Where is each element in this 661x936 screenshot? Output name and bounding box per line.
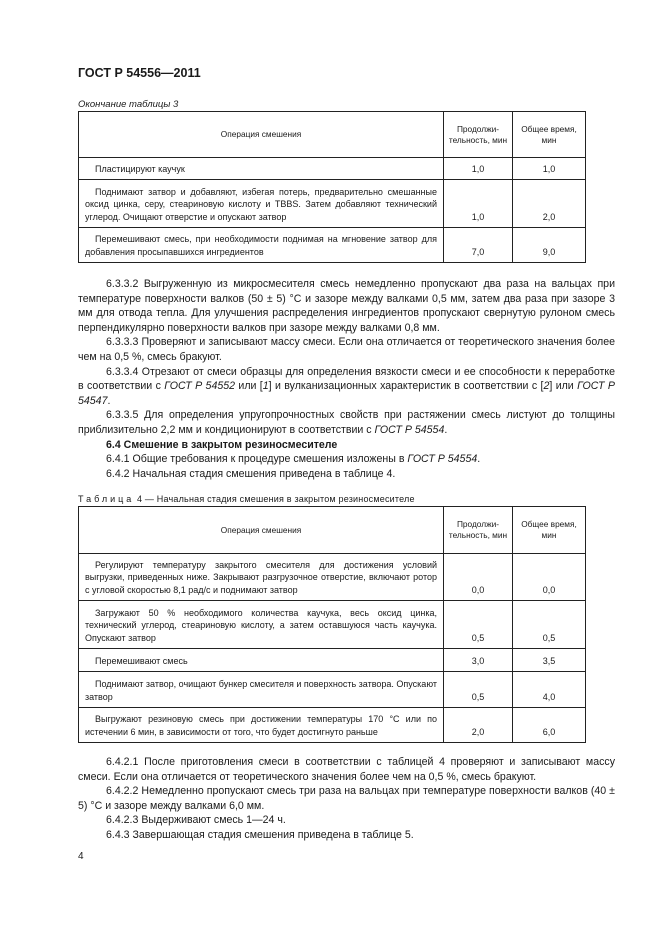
- standard-reference: ГОСТ Р 54552: [164, 380, 236, 393]
- duration-cell: 7,0: [444, 228, 513, 263]
- column-header: Продолжи- тельность, мин: [444, 507, 513, 554]
- total-time-cell: 0,5: [513, 601, 586, 649]
- operation-cell: Поднимают затвор и добавляют, избегая потерь, предварительно смешанные оксид цинка, серу, стеариновую кислоту и TBBS. Затем добавляют технический углерод. Очищают отверстие и опускают затвор: [85, 186, 437, 222]
- operation-cell: Пластицируют каучук: [95, 163, 185, 174]
- standard-reference: ГОСТ Р 54554: [374, 423, 445, 436]
- duration-cell: 0,5: [444, 601, 513, 649]
- operation-cell: Перемешивают смесь, при необходимости поднимая на мгновение затвор для добавления просыпавшихся ингредиентов: [85, 234, 437, 257]
- paragraph-6-3-3-2: 6.3.3.2 Выгруженную из микросмесителя смесь немедленно пропускают два раза на вальцах при температуре поверхности валков (50 ± 5) °С и зазоре между валками 0,5 мм, затем два раза при зазоре 3 мм для отвода тепла. Для улучшения распределения ингредиентов пропускают свернутую рулоном смесь перпендикулярно поверхности валков при зазоре между валками 0,8 мм.: [78, 278, 615, 334]
- standard-reference: ГОСТ Р 54547: [78, 380, 615, 407]
- page-number: 4: [78, 851, 84, 862]
- table3-caption: Окончание таблицы 3: [78, 99, 179, 110]
- total-time-cell: 2,0: [513, 180, 586, 228]
- paragraph-6-3-3-3: 6.3.3.3 Проверяют и записывают массу смеси. Если она отличается от теоретического значения более чем на 0,5 %, смесь бракуют.: [78, 336, 615, 363]
- duration-cell: 1,0: [444, 180, 513, 228]
- total-time-cell: 1,0: [513, 158, 586, 180]
- document-header: ГОСТ Р 54556—2011: [78, 66, 201, 80]
- operation-cell: Регулируют температуру закрытого смесителя для достижения условий выгрузки, приведенных ниже. Закрывают разгрузочное отверстие, включают ротор с угловой скоростью 8,1 рад/с и поднимают затвор: [85, 559, 437, 595]
- column-header: Операция смешения: [79, 112, 444, 158]
- duration-cell: 2,0: [444, 708, 513, 743]
- column-header: Общее время, мин: [513, 112, 586, 158]
- table-row: [79, 228, 586, 263]
- paragraph-6-4-2-3: 6.4.2.3 Выдерживают смесь 1—24 ч.: [106, 814, 286, 827]
- paragraph-6-3-3-5: 6.3.3.5 Для определения упругопрочностных свойств при растяжении смесь листуют до толщины приблизительно 2,2 мм и кондиционируют в соответствии с ГОСТ Р 54554.: [78, 409, 615, 436]
- table3: [78, 111, 586, 263]
- total-time-cell: 6,0: [513, 708, 586, 743]
- operation-cell: Загружают 50 % необходимого количества каучука, весь оксид цинка, технический углерод, стеариновую кислоту, а затем оставшуюся часть каучука. Опускают затвор: [85, 607, 437, 643]
- table4-caption: Таблица 4 — Начальная стадия смешения в закрытом резиносмесителе: [78, 494, 415, 504]
- column-header: Операция смешения: [79, 507, 444, 554]
- paragraph-6-4-2-2: 6.4.2.2 Немедленно пропускают смесь три раза на вальцах при температуре поверхности валков (40 ± 5) °С и зазоре между валками 6,0 мм.: [78, 785, 615, 812]
- table-row: [79, 601, 586, 649]
- duration-cell: 0,5: [444, 672, 513, 708]
- table-row: [79, 554, 586, 601]
- total-time-cell: 3,5: [513, 649, 586, 672]
- section-heading-6-4: 6.4 Смешение в закрытом резиносмесителе: [106, 438, 338, 451]
- paragraph-6-4-1: 6.4.1 Общие требования к процедуре смешения изложены в ГОСТ Р 54554.: [106, 453, 481, 466]
- table-row: [79, 708, 586, 743]
- section-text: [78, 277, 615, 481]
- standard-reference: ГОСТ Р 54554: [407, 453, 478, 466]
- paragraph-6-3-3-4: 6.3.3.4 Отрезают от смеси образцы для определения вязкости смеси и ее способности к переработке в соответствии с ГОСТ Р 54552 или [1] и вулканизационных характеристик в соответствии с [2] или ГОСТ Р 54547.: [78, 365, 615, 407]
- table-row: [79, 158, 586, 180]
- column-header: Продолжи- тельность, мин: [444, 112, 513, 158]
- table-header-row: [79, 112, 586, 158]
- column-header: Общее время, мин: [513, 507, 586, 554]
- bibliography-reference: 1: [262, 380, 269, 393]
- section-text-after: [78, 755, 615, 843]
- total-time-cell: 4,0: [513, 672, 586, 708]
- table-header-row: [79, 507, 586, 554]
- duration-cell: 0,0: [444, 554, 513, 601]
- table4: [78, 506, 586, 743]
- operation-cell: Перемешивают смесь: [95, 655, 188, 666]
- operation-cell: Выгружают резиновую смесь при достижении температуры 170 °С или по истечении 6 мин, в зависимости от того, что будет достигнуто раньше: [85, 714, 437, 737]
- operation-cell: Поднимают затвор, очищают бункер смесителя и поверхность затвора. Опускают затвор: [85, 679, 437, 702]
- duration-cell: 3,0: [444, 649, 513, 672]
- paragraph-6-4-2: 6.4.2 Начальная стадия смешения приведена в таблице 4.: [106, 467, 396, 480]
- table-row: [79, 672, 586, 708]
- table-row: [79, 180, 586, 228]
- total-time-cell: 0,0: [513, 554, 586, 601]
- bibliography-reference: 2: [543, 380, 550, 393]
- paragraph-6-4-3: 6.4.3 Завершающая стадия смешения приведена в таблице 5.: [106, 828, 414, 841]
- table-row: [79, 649, 586, 672]
- total-time-cell: 9,0: [513, 228, 586, 263]
- paragraph-6-4-2-1: 6.4.2.1 После приготовления смеси в соответствии с таблицей 4 проверяют и записывают массу смеси. Если она отличается от теоретического значения более чем на 0,5 %, смесь бракуют.: [78, 756, 615, 783]
- duration-cell: 1,0: [444, 158, 513, 180]
